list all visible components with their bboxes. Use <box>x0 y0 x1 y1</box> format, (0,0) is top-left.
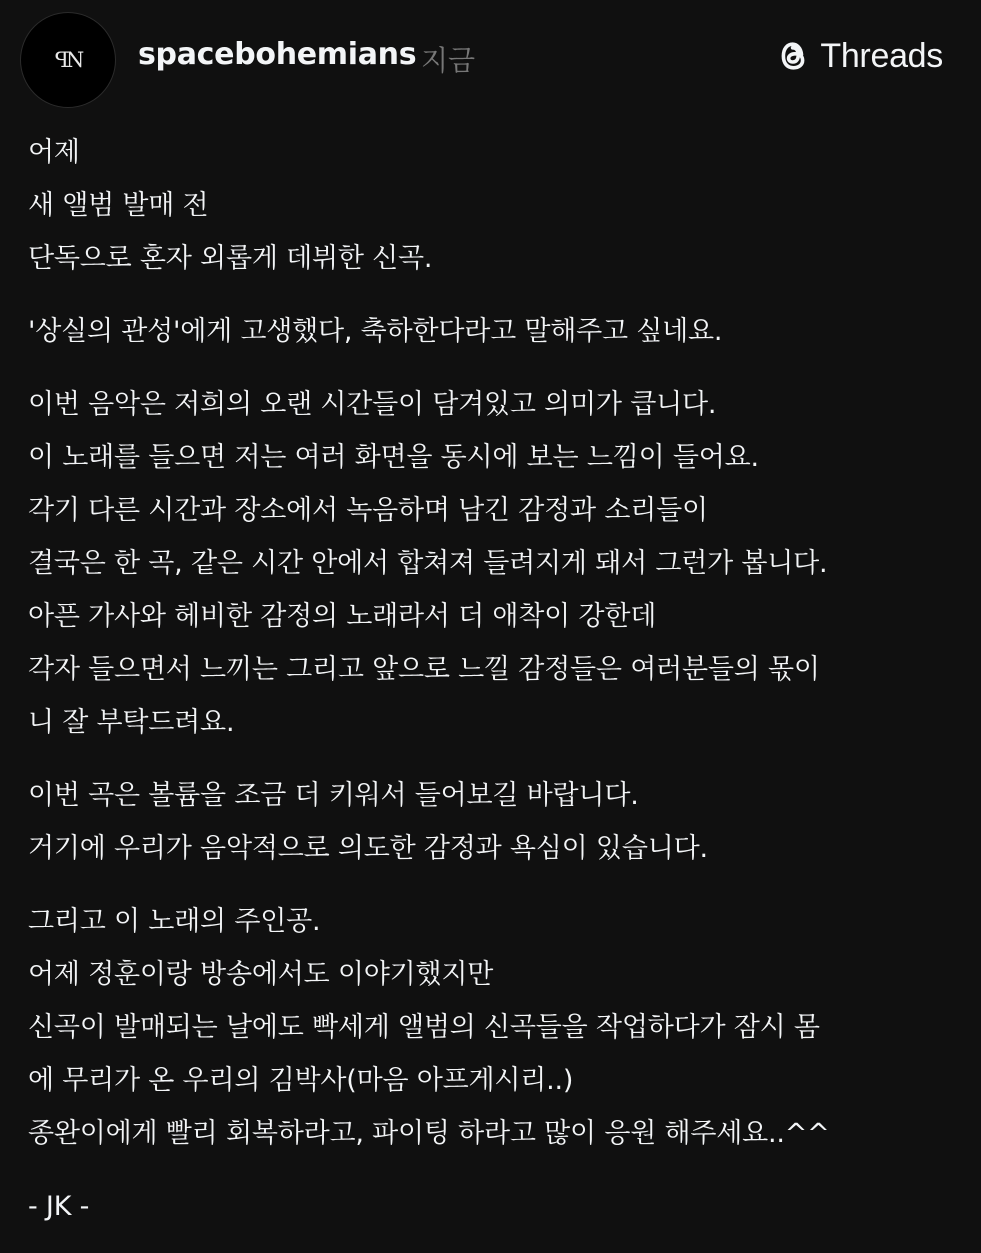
post-line: 각기 다른 시간과 장소에서 녹음하며 남긴 감정과 소리들이 <box>28 495 708 526</box>
post-header <box>0 0 981 120</box>
post-line: 각자 들으면서 느끼는 그리고 앞으로 느낄 감정들은 여러분들의 몫이 <box>28 654 820 685</box>
post-line: 어제 정훈이랑 방송에서도 이야기했지만 <box>28 959 494 990</box>
post-line: 그리고 이 노래의 주인공. <box>28 906 321 937</box>
post-line: 결국은 한 곡, 같은 시간 안에서 합쳐져 들려지게 돼서 그런가 봅니다. <box>28 548 828 579</box>
post-line: 이 노래를 들으면 저는 여러 화면을 동시에 보는 느낌이 들어요. <box>28 442 759 473</box>
avatar[interactable] <box>20 12 116 108</box>
post-line: '상실의 관성'에게 고생했다, 축하한다라고 말해주고 싶네요. <box>28 316 723 347</box>
username-link[interactable]: spacebohemians <box>138 37 417 72</box>
post-paragraph <box>28 769 968 875</box>
post-line: 이번 곡은 볼륨을 조금 더 키워서 들어보길 바랍니다. <box>28 780 639 811</box>
post-line: 단독으로 혼자 외롭게 데뷔한 신곡. <box>28 243 433 274</box>
threads-brand-name: Threads <box>820 36 943 75</box>
post-line: 새 앨범 발매 전 <box>28 190 209 221</box>
threads-logo-icon <box>775 36 811 76</box>
post-paragraph <box>28 895 968 1160</box>
post-paragraph <box>28 1180 968 1233</box>
post-line: 신곡이 발매되는 날에도 빡세게 앨범의 신곡들을 작업하다가 잠시 몸 <box>28 1012 820 1043</box>
threads-brand[interactable] <box>775 36 943 76</box>
post-paragraph <box>28 126 968 285</box>
post-signature: - JK - <box>28 1191 90 1222</box>
post-paragraph <box>28 378 968 749</box>
post-line: 이번 음악은 저희의 오랜 시간들이 담겨있고 의미가 큽니다. <box>28 389 717 420</box>
post-line: 종완이에게 빨리 회복하라고, 파이팅 하라고 많이 응원 해주세요..^^ <box>28 1118 830 1149</box>
post-paragraph <box>28 305 968 358</box>
post-body <box>28 126 968 1253</box>
post-line: 니 잘 부탁드려요. <box>28 707 235 738</box>
post-timestamp: 지금 <box>421 44 476 77</box>
post-line: 에 무리가 온 우리의 김박사(마음 아프게시리..) <box>28 1065 574 1096</box>
post-line: 아픈 가사와 헤비한 감정의 노래라서 더 애착이 강한데 <box>28 601 657 632</box>
post-line: 어제 <box>28 137 80 168</box>
post-line: 거기에 우리가 음악적으로 의도한 감정과 욕심이 있습니다. <box>28 833 708 864</box>
spacebohemians-logo-icon: ꟼN <box>54 48 82 72</box>
